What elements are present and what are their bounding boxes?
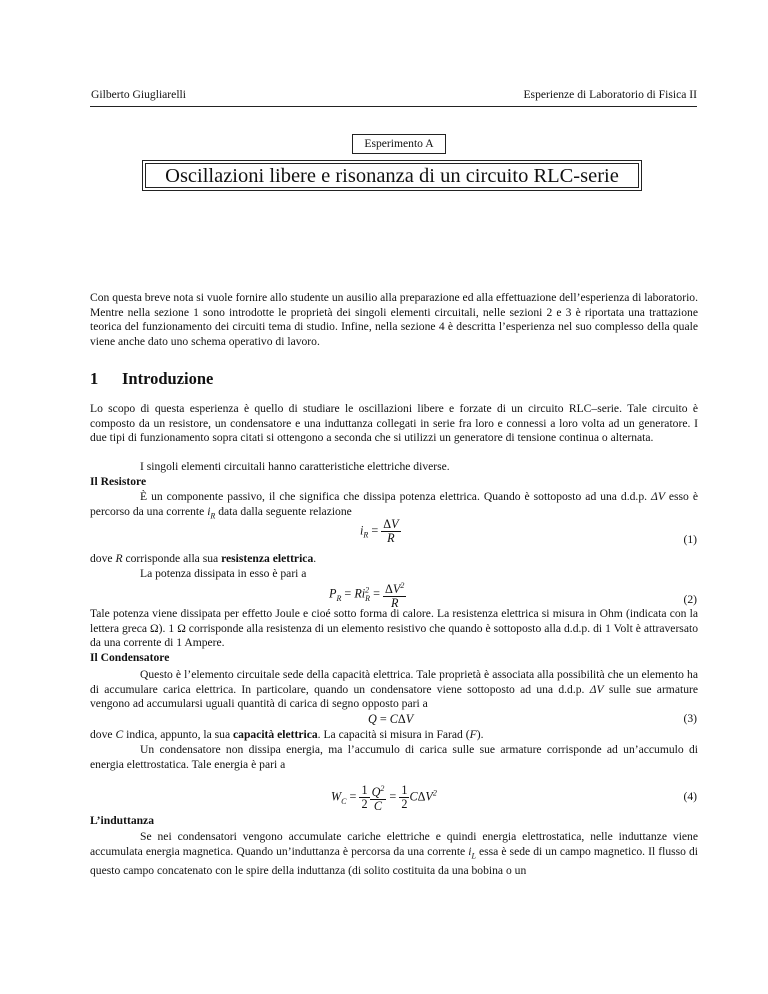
capacitor-paragraph: Questo è l’elemento circuitale sede della capacità elettrica. Tale proprietà è associata alla possibilità che un elemento ha di accumulare carica elettrica. In particolare, quando un condensatore viene sottoposto ad una d.d.p. ΔV sulle sue armature vengono ad accumularsi uguali quantità di carica di segno opposto pari a bbox=[90, 668, 698, 711]
resistor-paragraph: È un componente passivo, il che significa che dissipa potenza elettrica. Quando è sottoposto ad una d.d.p. ΔV esso è percorso da una corrente $i_R$ data dalla seguente relazione bbox=[90, 490, 698, 520]
equation-1: $i_R$ = $\frac{\Delta V}{R}$ bbox=[360, 517, 399, 545]
equation-2: $P_R = Ri^2_R$ = $\frac{\Delta V^2}{R}$ bbox=[329, 581, 405, 611]
page-title: Oscillazioni libere e risonanza di un circuito RLC-serie bbox=[145, 163, 639, 188]
equation-number-1: (1) bbox=[683, 533, 697, 546]
equation-number-3: (3) bbox=[683, 712, 697, 725]
title-box bbox=[142, 160, 642, 191]
equation-number-4: (4) bbox=[683, 790, 697, 803]
resistor-heading: Il Resistore bbox=[90, 475, 147, 488]
header-course: Esperienze di Laboratorio di Fisica II bbox=[523, 88, 697, 101]
capacitor-heading: Il Condensatore bbox=[90, 651, 170, 664]
resistor-paragraph-3: La potenza dissipata in esso è pari a bbox=[140, 567, 307, 580]
equation-3: Q = CΔV bbox=[368, 712, 414, 726]
equation-number-2: (2) bbox=[683, 593, 697, 606]
equation-4: $W_C$ = $\frac{1}{2}$ $\frac{Q^2}{C}$ = $\frac{1}{2}$ CΔV$^2$ bbox=[331, 783, 437, 814]
resistor-paragraph-4: Tale potenza viene dissipata per effetto Joule e cioé sotto forma di calore. La resistenza elettrica si misura in Ohm (indicata con la lettera greca Ω). 1 Ω corrisponde alla resistenza di un elemento resistivo che quando è sottoposto alla d.d.p. di 1 Volt è attraversato da una corrente di 1 Ampere. bbox=[90, 607, 698, 650]
inductor-heading: L’induttanza bbox=[90, 814, 155, 827]
section-number: 1 bbox=[90, 369, 99, 388]
capacitor-paragraph-2: dove C indica, appunto, la sua capacità elettrica. La capacità si misura in Farad (F). bbox=[90, 728, 484, 741]
intro-paragraph: Lo scopo di questa esperienza è quello di studiare le oscillazioni libere e forzate di un circuito RLC–serie. Tale circuito è composto da un resistore, un condensatore e una induttanza collegati in serie fra loro e connessi a loro volta ad un generatore. I due tipi di funzionamento sopra citati si ottengono a seconda che si utilizzi un generatore di tensione continua o alternata. bbox=[90, 402, 698, 445]
section-title: Introduzione bbox=[122, 369, 214, 388]
capacitor-paragraph-3: Un condensatore non dissipa energia, ma l’accumulo di carica sulle sue armature corrisponde ad un’accumulo di energia elettrostatica. Tale energia è pari a bbox=[90, 743, 698, 771]
header-author: Gilberto Giugliarelli bbox=[91, 88, 186, 101]
abstract: Con questa breve nota si vuole fornire allo studente un ausilio alla preparazione ed alla effettuazione dell’esperienza di laboratorio. Mentre nella sezione 1 sono introdotte le proprietà dei singoli elementi circuitali, nelle sezioni 2 e 3 è riportata una trattazione teorica del funzionamento dei circuiti tema di studio. Infine, nella sezione 4 è descritta l’esperienza nel suo complesso della quale viene anche dato uno schema operativo di lavoro. bbox=[90, 291, 698, 348]
inductor-paragraph: Se nei condensatori vengono accumulate cariche elettriche e quindi energia elettrostatica, nelle induttanze viene accumulata energia magnetica. Quando un’induttanza è percorsa da una corrente $i_L$ essa è sede di un campo magnetico. Il flusso di questo campo concatenato con le spire della induttanza (di solito costituita da una bobina o un bbox=[90, 830, 699, 877]
experiment-label: Esperimento A bbox=[352, 134, 446, 154]
header-rule bbox=[90, 106, 697, 107]
resistor-paragraph-2: dove R corrisponde alla sua resistenza elettrica. bbox=[90, 552, 317, 565]
intro-paragraph-2: I singoli elementi circuitali hanno caratteristiche elettriche diverse. bbox=[140, 460, 450, 473]
